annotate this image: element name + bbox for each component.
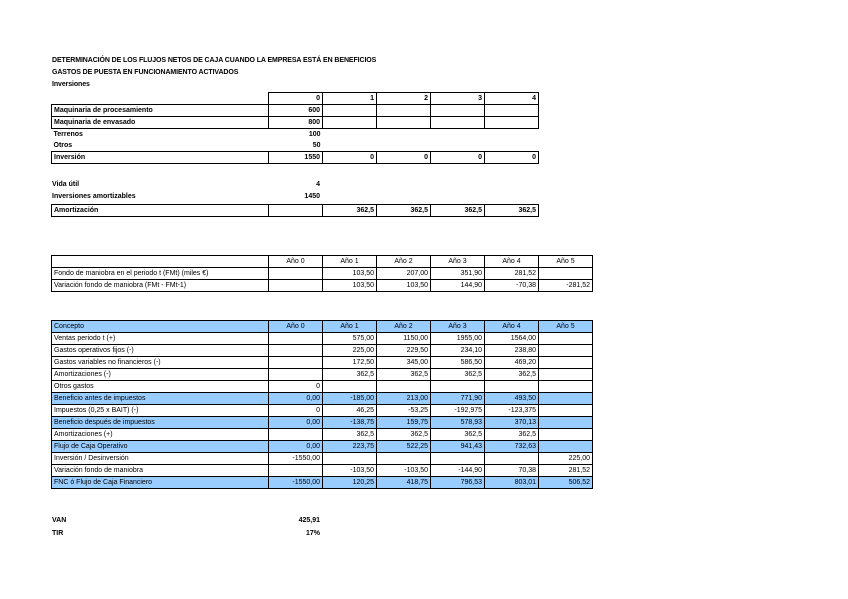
cashflow-value: 1955,00 [431, 333, 485, 345]
cashflow-value: 493,50 [485, 393, 539, 405]
cashflow-row [52, 357, 593, 369]
cashflow-value: -185,00 [323, 393, 377, 405]
investment-value [323, 117, 377, 129]
investment-value [377, 105, 431, 117]
amortizacion-value: 362,5 [431, 205, 485, 217]
fondo-value: 207,00 [377, 268, 431, 280]
cashflow-value: 796,53 [431, 477, 485, 489]
cashflow-value: 120,25 [323, 477, 377, 489]
cashflow-value: 0,00 [269, 441, 323, 453]
cashflow-header: Año 0 [269, 321, 323, 333]
cashflow-row [52, 381, 593, 393]
cashflow-value: 586,50 [431, 357, 485, 369]
cashflow-row [52, 441, 593, 453]
investment-label: Terrenos [53, 131, 83, 138]
cashflow-label: Flujo de Caja Operativo [52, 441, 269, 453]
cashflow-value: 225,00 [323, 345, 377, 357]
cashflow-value [323, 453, 377, 465]
fondo-row [52, 268, 593, 280]
cashflow-value: -123,375 [485, 405, 539, 417]
cashflow-value: 0 [269, 381, 323, 393]
cashflow-label: Impuestos (0,25 x BAIT) (-) [52, 405, 269, 417]
cashflow-value [269, 345, 323, 357]
corner-cell [52, 93, 269, 105]
cashflow-value: 1564,00 [485, 333, 539, 345]
cashflow-value: 0,00 [269, 417, 323, 429]
amortizacion-value: 362,5 [323, 205, 377, 217]
cashflow-row [52, 465, 593, 477]
cashflow-value: 362,5 [323, 429, 377, 441]
amortizacion-value: 362,5 [377, 205, 431, 217]
cashflow-value: 732,63 [485, 441, 539, 453]
cashflow-value: 362,5 [485, 429, 539, 441]
investment-value: 0 [377, 152, 431, 164]
period-header: 1 [323, 93, 377, 105]
cashflow-value: 223,75 [323, 441, 377, 453]
amortizacion-value [269, 205, 323, 217]
cashflow-value [539, 369, 593, 381]
cashflow-value: 0,00 [269, 393, 323, 405]
cashflow-value: 575,00 [323, 333, 377, 345]
cashflow-header-row [52, 321, 593, 333]
investment-value: 100 [308, 131, 321, 138]
investment-row [52, 105, 539, 117]
investment-row [52, 140, 539, 152]
cashflow-header: Año 3 [431, 321, 485, 333]
cashflow-value [377, 453, 431, 465]
year-header: Año 3 [431, 256, 485, 268]
investment-value [323, 140, 377, 152]
investment-row [52, 129, 539, 141]
corner-cell [52, 256, 269, 268]
fondo-value: 351,90 [431, 268, 485, 280]
cashflow-value [485, 453, 539, 465]
cashflow-value [539, 417, 593, 429]
cashflow-value: 238,80 [485, 345, 539, 357]
fondo-value: 281,52 [485, 268, 539, 280]
cashflow-value: 803,01 [485, 477, 539, 489]
van-value: 425,91 [298, 517, 320, 524]
cashflow-value [269, 369, 323, 381]
cashflow-value: 70,38 [485, 465, 539, 477]
cashflow-value: 1150,00 [377, 333, 431, 345]
fondo-maniobra-table [51, 255, 593, 292]
investment-value [377, 117, 431, 129]
cashflow-row [52, 333, 593, 345]
tir-value: 17% [305, 530, 320, 537]
cashflow-value: 0 [269, 405, 323, 417]
cashflow-value: 362,5 [485, 369, 539, 381]
cashflow-value: -138,75 [323, 417, 377, 429]
cashflow-value: -1550,00 [269, 453, 323, 465]
tir-label: TIR [52, 530, 64, 537]
investment-value: 1550 [269, 152, 323, 164]
investment-value: 50 [312, 142, 321, 149]
cashflow-row [52, 393, 593, 405]
amortizacion-value: 362,5 [485, 205, 539, 217]
cashflow-value [485, 381, 539, 393]
cashflow-header: Año 4 [485, 321, 539, 333]
investment-value [485, 140, 539, 152]
cashflow-row [52, 369, 593, 381]
investment-value [431, 117, 485, 129]
investment-row [52, 117, 539, 129]
fondo-value: -70,38 [485, 280, 539, 292]
investment-value [485, 117, 539, 129]
cashflow-value: 506,52 [539, 477, 593, 489]
cashflow-label: Variación fondo de maniobra [52, 465, 269, 477]
investment-value: 0 [431, 152, 485, 164]
investment-value [377, 129, 431, 141]
cashflow-value: 362,5 [377, 369, 431, 381]
period-header: 0 [269, 93, 323, 105]
cashflow-value: 172,50 [323, 357, 377, 369]
cashflow-value [323, 381, 377, 393]
cashflow-value: 281,52 [539, 465, 593, 477]
investment-value [431, 129, 485, 141]
cashflow-value [269, 357, 323, 369]
cashflow-value [377, 381, 431, 393]
cashflow-value: 229,50 [377, 345, 431, 357]
investments-table [51, 92, 539, 164]
year-header: Año 1 [323, 256, 377, 268]
cashflow-header: Año 5 [539, 321, 593, 333]
cashflow-row [52, 405, 593, 417]
fondo-value: -281,52 [539, 280, 593, 292]
investment-label: Maquinaria de procesamiento [52, 105, 269, 117]
cashflow-value: 418,75 [377, 477, 431, 489]
cashflow-value: 578,93 [431, 417, 485, 429]
cashflow-value [539, 405, 593, 417]
cashflow-value [539, 381, 593, 393]
cashflow-label: Ventas periodo t (+) [52, 333, 269, 345]
period-header: 2 [377, 93, 431, 105]
amortizacion-table [51, 204, 539, 217]
cashflow-value [539, 333, 593, 345]
investment-value [323, 129, 377, 141]
cashflow-value: 234,10 [431, 345, 485, 357]
cashflow-value [539, 441, 593, 453]
cashflow-label: Gastos variables no financieros (-) [52, 357, 269, 369]
title-line-1: DETERMINACIÓN DE LOS FLUJOS NETOS DE CAJA CUANDO LA EMPRESA ESTÁ EN BENEFICIOS [52, 57, 377, 64]
fondo-value: 144,90 [431, 280, 485, 292]
amortizables-label: Inversiones amortizables [52, 193, 136, 200]
investment-value [431, 140, 485, 152]
investment-value: 800 [269, 117, 323, 129]
amortizacion-row [52, 205, 539, 217]
cashflow-label: Beneficio antes de impuestos [52, 393, 269, 405]
cashflow-label: Inversión / Desinversión [52, 453, 269, 465]
fondo-label: Variación fondo de maniobra (FMt - FMt-1) [52, 280, 269, 292]
fondo-value: 103,50 [377, 280, 431, 292]
cashflow-value [431, 381, 485, 393]
investment-value [485, 129, 539, 141]
fondo-value: 103,50 [323, 268, 377, 280]
fondo-label: Fondo de maniobra en el periodo t (FMt) (miles €) [52, 268, 269, 280]
cashflow-value: 370,13 [485, 417, 539, 429]
cashflow-value [269, 429, 323, 441]
investment-value [323, 105, 377, 117]
cashflow-label: Amortizaciones (+) [52, 429, 269, 441]
cashflow-value [539, 357, 593, 369]
cashflow-value: -103,50 [377, 465, 431, 477]
cashflow-value: 362,5 [431, 429, 485, 441]
title-line-2: GASTOS DE PUESTA EN FUNCIONAMIENTO ACTIVADOS [52, 69, 239, 76]
cashflow-value: -103,50 [323, 465, 377, 477]
cashflow-label: Beneficio después de impuestos [52, 417, 269, 429]
year-header: Año 5 [539, 256, 593, 268]
cashflow-row [52, 453, 593, 465]
cashflow-value: 941,43 [431, 441, 485, 453]
cashflow-value: -192,975 [431, 405, 485, 417]
amortizacion-label: Amortización [52, 205, 269, 217]
cashflow-value: -144,90 [431, 465, 485, 477]
amortizables-value: 1450 [304, 193, 320, 200]
vida-util-label: Vida útil [52, 181, 80, 188]
investment-value: 0 [485, 152, 539, 164]
cashflow-value [431, 453, 485, 465]
cashflow-value [539, 345, 593, 357]
fondo-value [539, 268, 593, 280]
cashflow-value: 362,5 [377, 429, 431, 441]
cashflow-label: Amortizaciones (-) [52, 369, 269, 381]
cashflow-header: Concepto [52, 321, 269, 333]
title-line-3: Inversiones [52, 81, 90, 88]
investment-value: 600 [269, 105, 323, 117]
fondo-row [52, 280, 593, 292]
cashflow-value [269, 465, 323, 477]
period-header: 4 [485, 93, 539, 105]
fondo-value [269, 268, 323, 280]
investment-label: Otros [53, 142, 73, 149]
cashflow-row [52, 345, 593, 357]
cashflow-value: 345,00 [377, 357, 431, 369]
investment-row [52, 152, 539, 164]
cashflow-row [52, 477, 593, 489]
vida-util-value: 4 [316, 181, 320, 188]
period-header: 3 [431, 93, 485, 105]
cashflow-value: 771,90 [431, 393, 485, 405]
investment-value [485, 105, 539, 117]
cashflow-value: 225,00 [539, 453, 593, 465]
cashflow-row [52, 417, 593, 429]
cashflow-value: -1550,00 [269, 477, 323, 489]
cashflow-value: 362,5 [431, 369, 485, 381]
year-header: Año 0 [269, 256, 323, 268]
cashflow-value: 159,75 [377, 417, 431, 429]
fondo-value [269, 280, 323, 292]
investment-value [377, 140, 431, 152]
investment-label: Maquinaria de envasado [52, 117, 269, 129]
cashflow-value: 469,20 [485, 357, 539, 369]
cashflow-label: FNC ó Flujo de Caja Financiero [52, 477, 269, 489]
year-header: Año 2 [377, 256, 431, 268]
cashflow-label: Otros gastos [52, 381, 269, 393]
investment-value: 0 [323, 152, 377, 164]
cashflow-header: Año 2 [377, 321, 431, 333]
year-header: Año 4 [485, 256, 539, 268]
cashflow-value [269, 333, 323, 345]
cashflow-value: 213,00 [377, 393, 431, 405]
investment-value [431, 105, 485, 117]
cashflow-value: -53,25 [377, 405, 431, 417]
cashflow-value [539, 429, 593, 441]
cashflow-label: Gastos operativos fijos (-) [52, 345, 269, 357]
cashflow-value: 522,25 [377, 441, 431, 453]
cashflow-value [539, 393, 593, 405]
investment-label: Inversión [52, 152, 269, 164]
cashflow-row [52, 429, 593, 441]
cashflow-table [51, 320, 593, 489]
van-label: VAN [52, 517, 67, 524]
fondo-value: 103,50 [323, 280, 377, 292]
cashflow-header: Año 1 [323, 321, 377, 333]
cashflow-value: 46,25 [323, 405, 377, 417]
cashflow-value: 362,5 [323, 369, 377, 381]
